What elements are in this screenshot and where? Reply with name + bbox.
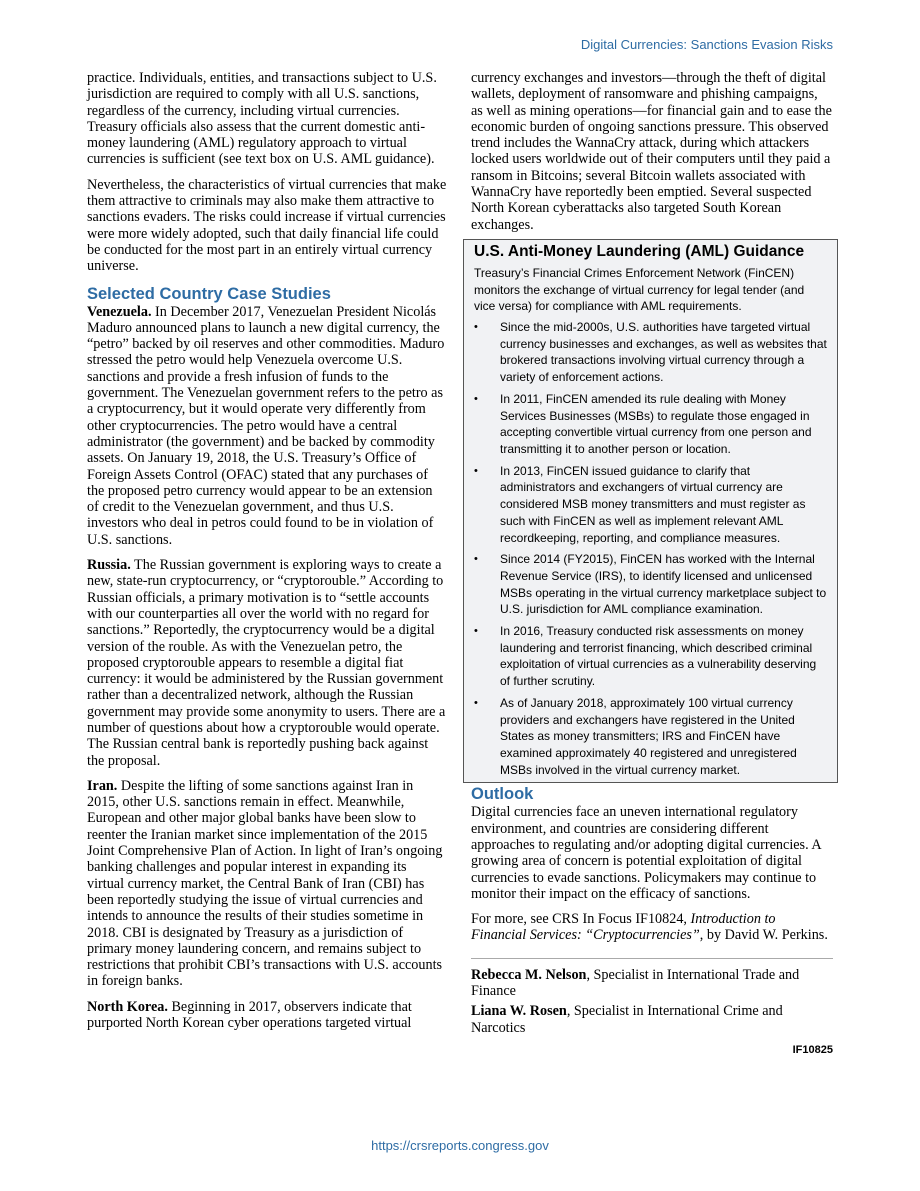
author-role: , Specialist in International Crime and Narcotics [471, 1003, 783, 1036]
list-item-text: In 2016, Treasury conducted risk assessments on money laundering and terrorist financing, which described criminal exploitation of virtual currencies as a vulnerability deserving of further scrutiny. [500, 624, 817, 689]
russia-text: The Russian government is exploring ways to create a new, state-run cryptocurrency, or “cryptorouble.” According to Russian officials, a primary motivation is to “settle accounts with our counterparties all over the world with no regard for sanctions.” Reportedly, the cryptocurrency would be a digital version of the rouble. As with the Venezuelan petro, the proposed cryptorouble appears to resemble a digital fiat currency: it would be administered by the Russian government rather than a decentralized network, although the Russian government may provide some anonymity to users. There are a number of questions about how a cryptorouble would operate. The Russian central bank is reportedly pushing back against the proposal. [87, 557, 446, 769]
right-column [471, 70, 833, 1056]
venezuela-label: Venezuela. [87, 303, 152, 320]
bullet-icon: • [474, 321, 478, 334]
list-item-text: Since the mid-2000s, U.S. authorities have targeted virtual currency businesses and exchanges, as well as websites that brokered transactions involving virtual currency through a variety of enforcement actions. [500, 320, 827, 385]
bullet-icon: • [474, 625, 478, 638]
list-item-text: In 2011, FinCEN amended its rule dealing with Money Services Businesses (MSBs) to regulate those engaged in accepting convertible virtual currency from one person and transmitting it to another person or location. [500, 391, 812, 456]
list-item-text: As of January 2018, approximately 100 virtual currency providers and exchangers have registered in the United States as money transmitters; IRS and FinCEN have examined approximately 40 registered and unregistered MSBs involved in the virtual currency market. [500, 695, 797, 777]
bullet-icon: • [474, 464, 478, 477]
north-korea-label: North Korea. [87, 998, 168, 1015]
aml-guidance-textbox [463, 239, 838, 783]
author-line [471, 967, 833, 1000]
bullet-icon: • [474, 696, 478, 709]
list-item [474, 319, 827, 386]
list-item [474, 623, 827, 690]
author-line [471, 1003, 833, 1036]
outlook-heading: Outlook [471, 785, 534, 804]
list-item [474, 463, 827, 547]
aml-guidance-list [474, 319, 827, 778]
iran-paragraph [87, 778, 447, 990]
author-divider [471, 958, 833, 959]
left-column [87, 70, 447, 1040]
list-item [474, 551, 827, 618]
more-info-paragraph [471, 911, 833, 944]
running-header-title: Digital Currencies: Sanctions Evasion Risks [580, 37, 833, 52]
more-info-prefix: For more, see CRS In Focus IF10824, [471, 911, 691, 928]
iran-text: Despite the lifting of some sanctions against Iran in 2015, other U.S. sanctions remain in effect. Meanwhile, European and other major global banks have been slow to reenter the Iranian market since implementation of the 2015 Joint Comprehensive Plan of Action. In light of Iran’s ongoing banking challenges and popular interest in expanding its virtual currency market, the Central Bank of Iran (CBI) has been reportedly studying the issue of virtual currencies and intends to announce the results of their studies sometime in 2018. CBI is designated by Treasury as a jurisdiction of primary money laundering concern, and remains subject to restrictions that prohibit CBI’s transactions with U.S. accounts in foreign banks. [87, 777, 443, 990]
venezuela-text: In December 2017, Venezuelan President Nicolás Maduro announced plans to launch a new digital currency, the “petro” backed by oil reserves and other commodities. Maduro stressed the petro would help Venezuela overcome U.S. sanctions and provide a fresh infusion of funds to the government. The Venezuelan government refers to the petro as a cryptocurrency, but it would operate very differently from other cryptocurrencies. The petro would have a central administrator (the government) and be backed by commodity assets. On January 19, 2018, the U.S. Treasury’s Office of Foreign Assets Control (OFAC) stated that any purchases of the proposed petro currency would appear to be an extension of credit to the Venezuelan government, and thus U.S. investors who deal in petros could found to be in violation of U.S. sanctions. [87, 303, 445, 548]
aml-guidance-title: U.S. Anti-Money Laundering (AML) Guidance [474, 242, 805, 260]
footer-url-link[interactable]: https://crsreports.congress.gov [371, 1138, 549, 1153]
iran-label: Iran. [87, 777, 118, 794]
intro-paragraph-1: practice. Individuals, entities, and transactions subject to U.S. jurisdiction are required to comply with all U.S. sanctions, regardless of the currency, including virtual currencies. Treasury officials also assess that the current domestic anti-money laundering (AML) regulatory approach to virtual currencies is sufficient (see text box on U.S. AML guidance). [87, 70, 437, 168]
case-studies-heading: Selected Country Case Studies [87, 284, 331, 303]
author-name: Liana W. Rosen [471, 1003, 567, 1020]
list-item-text: Since 2014 (FY2015), FinCEN has worked with the Internal Revenue Service (IRS), to identify licensed and unlicensed MSBs operating in the virtual currency marketplace subject to U.S. jurisdiction for AML compliance examination. [500, 552, 827, 617]
more-info-title[interactable]: Introduction to Financial Services: “Cryptocurrencies” [471, 911, 776, 944]
intro-paragraph-2: Nevertheless, the characteristics of virtual currencies that make them attractive to criminals may also make them attractive to sanctions evaders. The risks could increase if virtual currencies were more widely adopted, such that daily financial life could be conducted for the most part in an entirely virtual currency universe. [87, 176, 447, 275]
north-korea-text: Beginning in 2017, observers indicate that purported North Korean cyber operations targeted virtual [87, 998, 412, 1032]
more-info-suffix: , by David W. Perkins. [699, 927, 828, 944]
outlook-paragraph: Digital currencies face an uneven international regulatory environment, and countries are considering different approaches to regulating and/or adopting digital currencies. A growing area of concern is potential exploitation of digital currencies to evade sanctions. Policymakers may continue to monitor their impact on the efficacy of sanctions. [471, 804, 821, 902]
list-item [474, 391, 827, 458]
bullet-icon: • [474, 392, 478, 405]
russia-paragraph [87, 557, 447, 769]
russia-label: Russia. [87, 557, 131, 574]
aml-guidance-intro: Treasury’s Financial Crimes Enforcement Network (FinCEN) monitors the exchange of virtual currency for legal tender (and vice versa) for compliance with AML requirements. [474, 265, 805, 314]
list-item-text: In 2013, FinCEN issued guidance to clarify that administrators and exchangers of virtual currency are considered MSB money transmitters and must register as such with FinCEN as well as implement relevant AML recordkeeping, reporting, and compliance measures. [500, 463, 806, 545]
report-id: IF10825 [792, 1043, 833, 1056]
venezuela-paragraph [87, 304, 447, 548]
list-item [474, 695, 827, 779]
north-korea-continued: currency exchanges and investors—through the theft of digital wallets, deployment of ransomware and phishing campaigns, as well as mining operations—for financial gain and to ease the economic burden of ongoing sanctions pressure. This observed trend includes the WannaCry attack, during which attackers locked users worldwide out of their computers until they paid a ransom in Bitcoins; several Bitcoin wallets associated with WannaCry have reportedly been emptied. Several suspected North Korean cyberattacks also targeted South Korean exchanges. [471, 70, 832, 233]
bullet-icon: • [474, 553, 478, 566]
author-role: , Specialist in International Trade and Finance [471, 966, 800, 1000]
north-korea-paragraph [87, 999, 447, 1032]
author-name: Rebecca M. Nelson [471, 966, 587, 983]
